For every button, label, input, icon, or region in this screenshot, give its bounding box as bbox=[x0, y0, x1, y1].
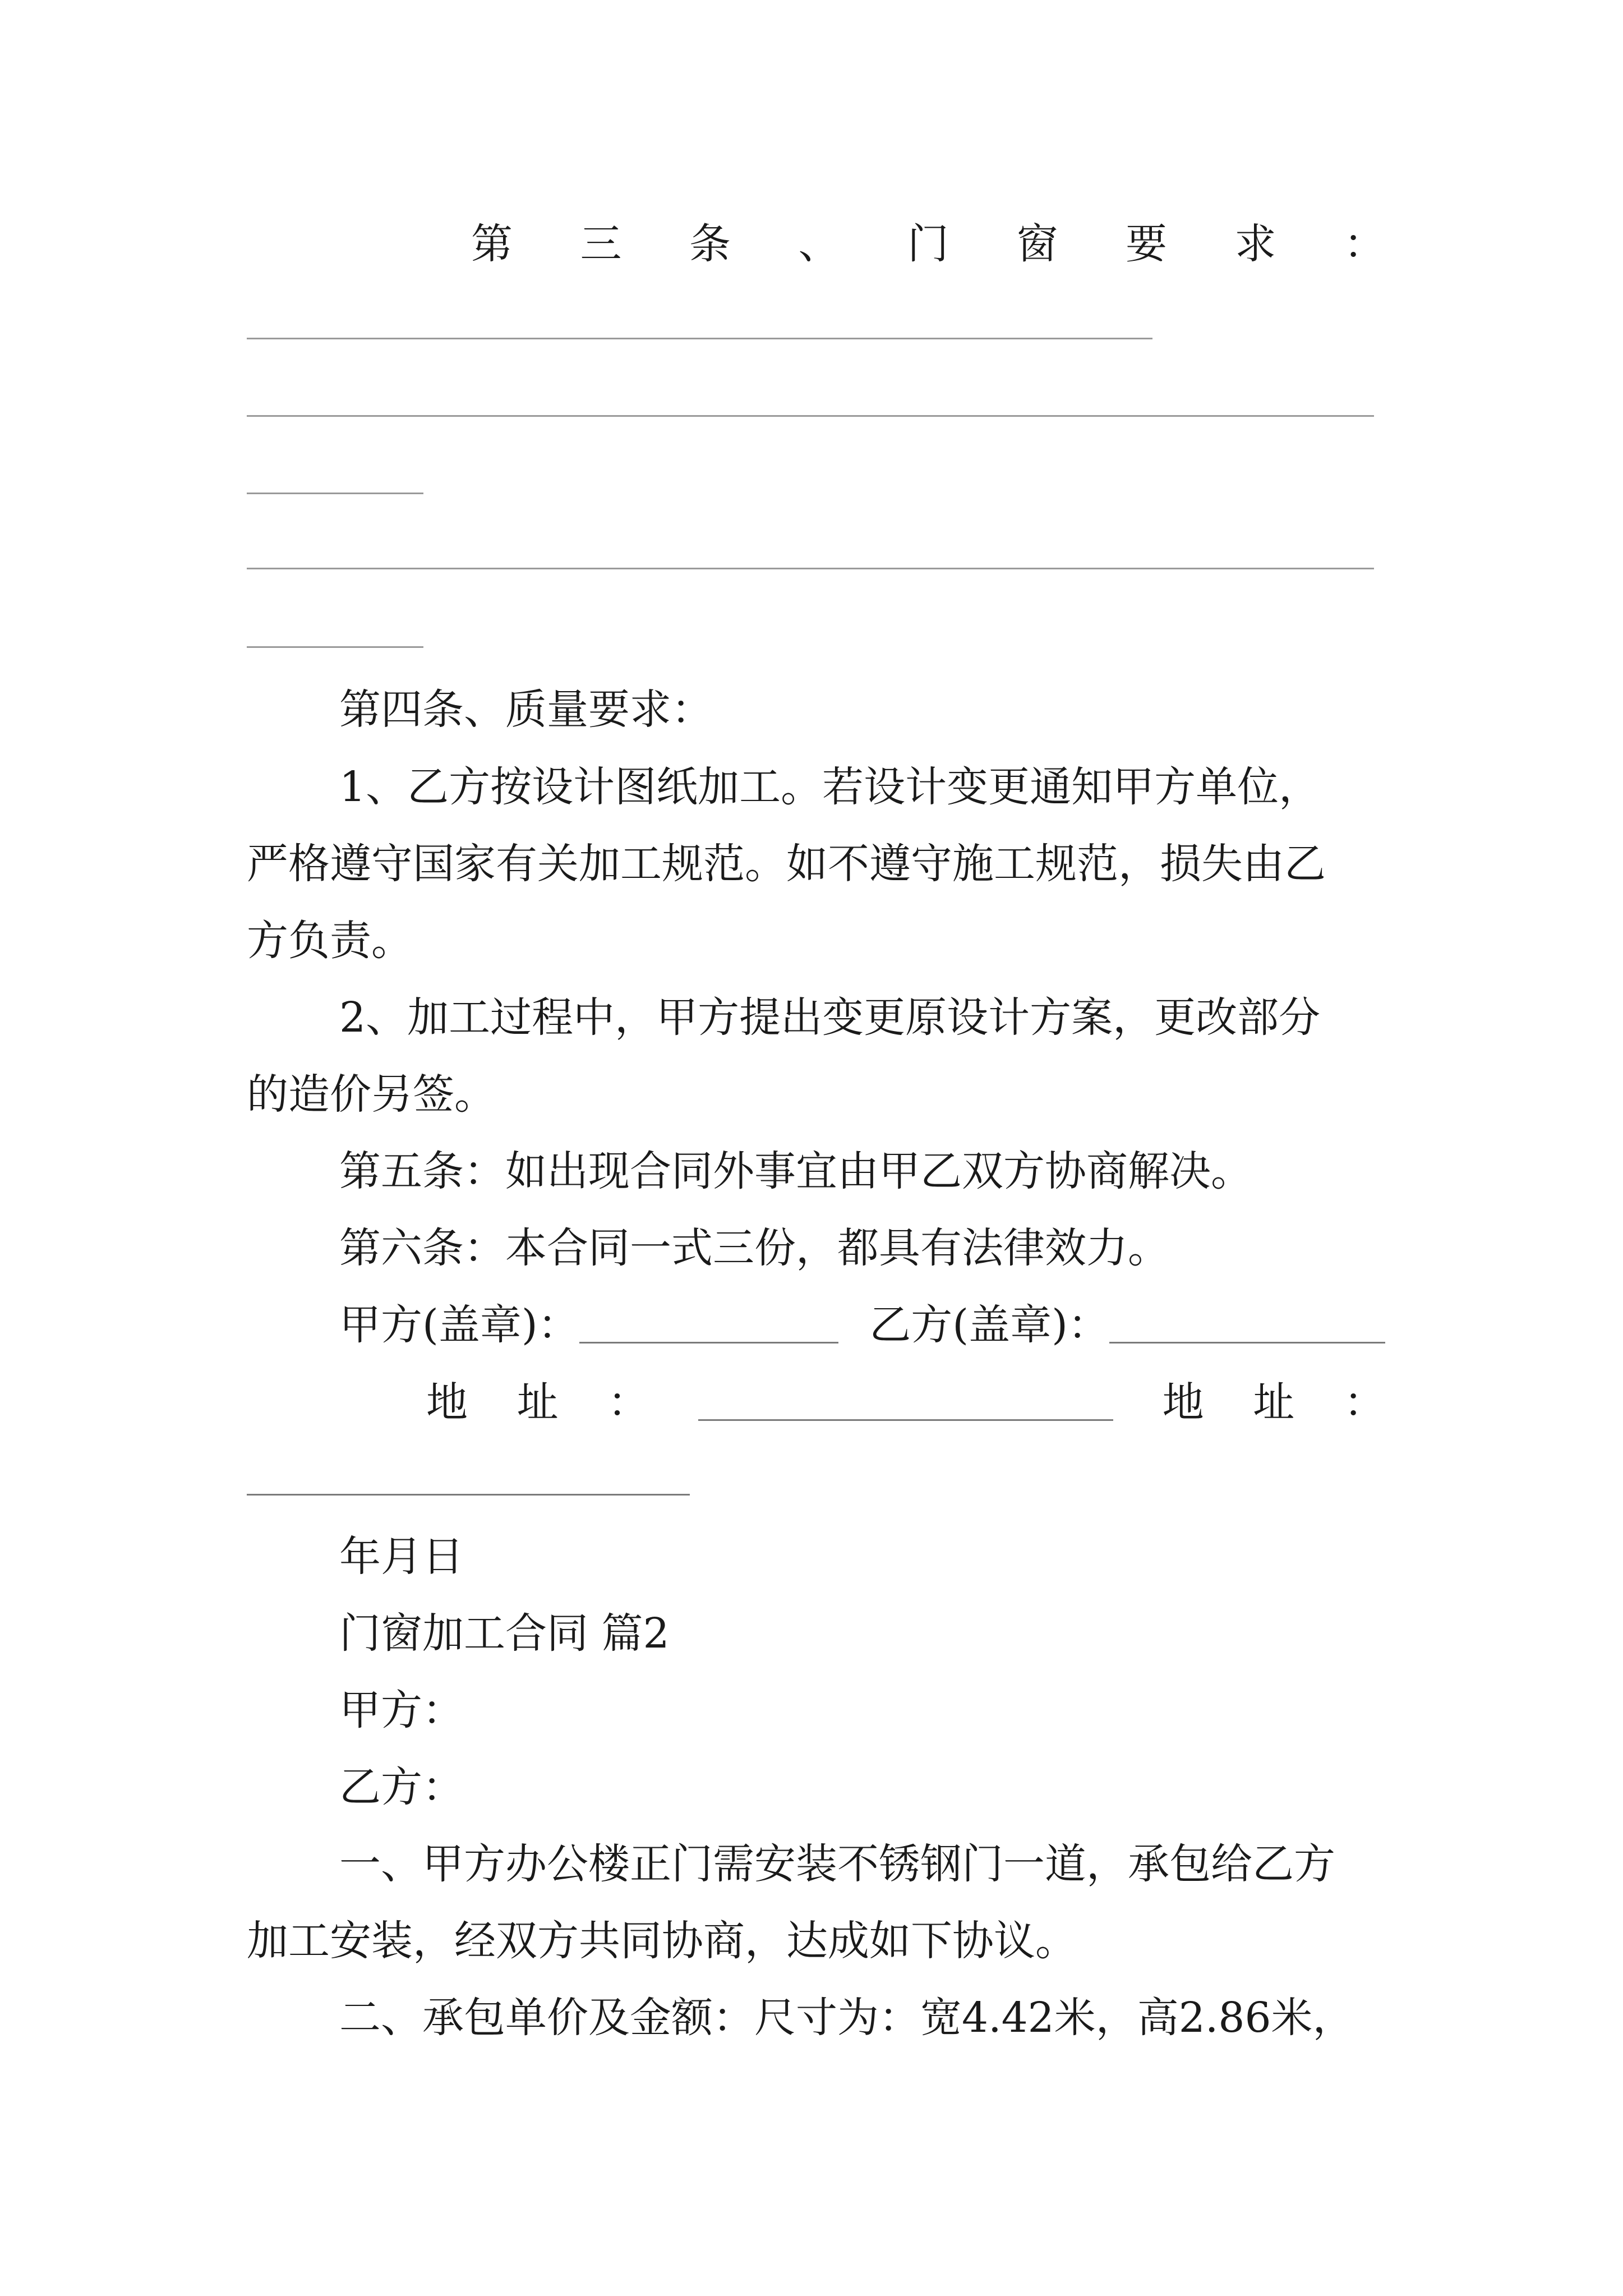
contract2-party-a: 甲方： bbox=[339, 1686, 464, 1734]
article3-char: 窗 bbox=[1016, 220, 1058, 268]
party-b-seal-label: 乙方(盖章)： bbox=[869, 1301, 1109, 1349]
article3-char: 门 bbox=[907, 220, 949, 268]
blank-rule bbox=[247, 415, 1374, 417]
blank-rule bbox=[247, 568, 1374, 569]
article3-char: 条 bbox=[689, 220, 731, 268]
contract2-title: 门窗加工合同 篇2 bbox=[339, 1609, 670, 1658]
address-b-blank bbox=[247, 1494, 690, 1496]
article3-char: 三 bbox=[580, 220, 622, 268]
address-b-char: 地 bbox=[1162, 1378, 1204, 1427]
party-a-seal-blank bbox=[579, 1307, 838, 1343]
party-b-seal-blank bbox=[1109, 1307, 1385, 1343]
party-a-seal-label: 甲方(盖章)： bbox=[339, 1301, 579, 1349]
article3-char: 要 bbox=[1126, 220, 1167, 268]
date-line: 年月日 bbox=[339, 1533, 464, 1581]
paragraph-line: 方负责。 bbox=[247, 917, 413, 965]
article3-char: 第 bbox=[471, 220, 513, 268]
address-a-blank bbox=[698, 1384, 1113, 1421]
address-a-char: 址 bbox=[517, 1378, 559, 1427]
article6: 第六条：本合同一式三份，都具有法律效力。 bbox=[339, 1224, 1169, 1272]
paragraph-line: 2、加工过程中，甲方提出变更原设计方案，更改部分 bbox=[339, 993, 1321, 1042]
paragraph-line: 的造价另签。 bbox=[247, 1070, 496, 1119]
blank-rule bbox=[247, 493, 423, 494]
article3-char: 求 bbox=[1234, 220, 1276, 268]
paragraph-line: 加工安装，经双方共同协商，达成如下协议。 bbox=[247, 1917, 1077, 1965]
address-a-char: ： bbox=[607, 1378, 649, 1427]
paragraph-line: 严格遵守国家有关加工规范。如不遵守施工规范，损失由乙 bbox=[247, 840, 1326, 888]
address-row bbox=[426, 1374, 1385, 1430]
article3-char: 、 bbox=[798, 220, 840, 268]
blank-rule bbox=[247, 646, 423, 648]
signature-row bbox=[339, 1297, 1385, 1353]
article3-char: ： bbox=[1344, 220, 1385, 268]
address-b-char: ： bbox=[1343, 1378, 1385, 1427]
blank-rule bbox=[247, 338, 1152, 339]
paragraph-line: 二、承包单价及金额：尺寸为：宽4.42米，高2.86米， bbox=[339, 1994, 1354, 2042]
paragraph-line: 一、甲方办公楼正门需安装不锈钢门一道，承包给乙方 bbox=[339, 1840, 1335, 1888]
contract2-party-b: 乙方： bbox=[339, 1763, 464, 1811]
article4-title: 第四条、质量要求： bbox=[339, 685, 713, 734]
paragraph-line: 1、乙方按设计图纸加工。若设计变更通知甲方单位， bbox=[339, 763, 1321, 811]
article5: 第五条：如出现合同外事宜由甲乙双方协商解决。 bbox=[339, 1147, 1252, 1195]
article3-heading bbox=[471, 216, 1385, 272]
address-a-char: 地 bbox=[426, 1378, 468, 1427]
address-b-char: 址 bbox=[1253, 1378, 1295, 1427]
